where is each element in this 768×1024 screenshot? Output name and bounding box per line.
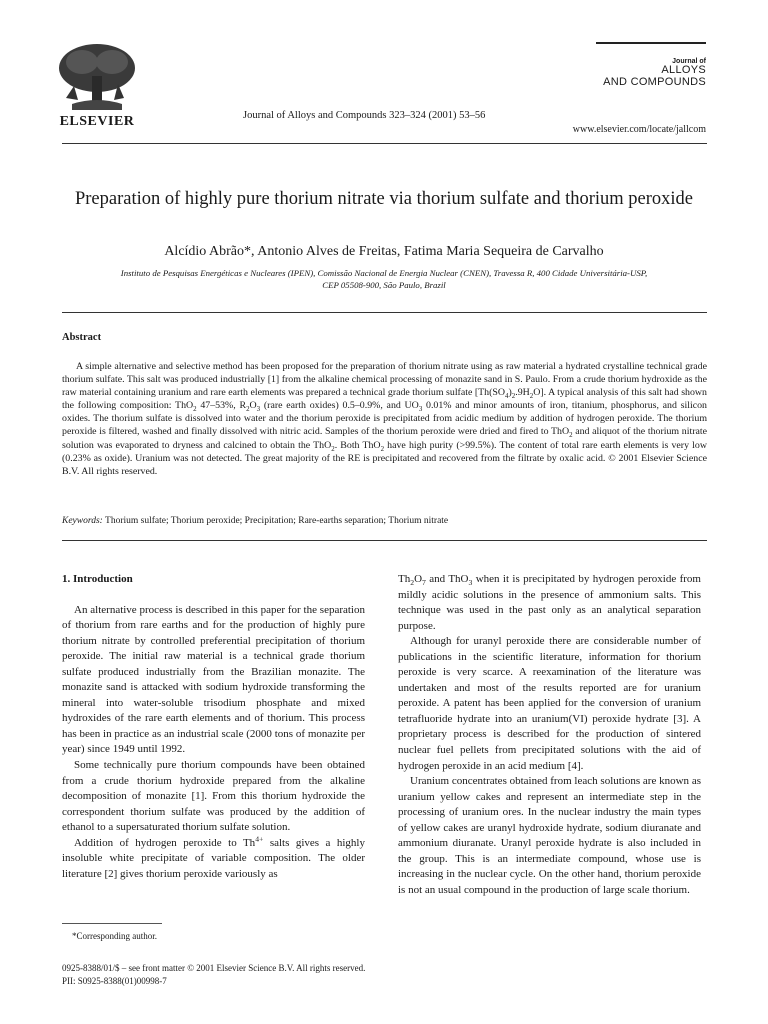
keywords-list: Thorium sulfate; Thorium peroxide; Precipitation; Rare-earths separation; Thorium nitrate — [102, 516, 449, 526]
paragraph-continued: $Th_2O_7$ and ThO$_3$ when it is precipitated by hydrogen peroxide from mildly acidic solutions in the presence of ammonium salts. This technique was used in the past only as an analytical separation purpose. — [398, 573, 701, 632]
paragraph: Addition of hydrogen peroxide to $Th^{4+}$ salts gives a highly insoluble white precipitate of variable composition. The older literature [2] gives thorium peroxide variously as — [62, 834, 365, 880]
article-authors: Alcídio Abrão*, Antonio Alves de Freitas, Fatima Maria Sequeira de Carvalho — [164, 244, 604, 259]
journal-name: Journal of ALLOYS AND COMPOUNDS — [603, 58, 706, 88]
elsevier-logo — [52, 40, 142, 130]
paragraph: Some technically pure thorium compounds have been obtained from a crude thorium hydroxide prepared from the alkaline decomposition of monazite [1]. From this thorium hydroxide the correspondent thorium sulfate was produced by the addition of ethanol to a supersaturated thorium sulfate solution. — [62, 759, 365, 834]
footnote: *Corresponding author. — [72, 931, 157, 941]
tree-logo-icon — [52, 40, 142, 112]
pii-line: PII: S0925-8388(01)00998-7 — [62, 976, 167, 986]
section-heading-introduction: 1. Introduction — [62, 573, 133, 585]
author-affiliation: Instituto de Pesquisas Energéticas e Nucleares (IPEN), Comissão Nacional de Energia Nuclear (CNEN), Travessa R, 400 Cidade Universitária-USP, CEP 05508-900, São Paulo, Brazil — [120, 268, 648, 290]
paragraph: An alternative process is described in this paper for the separation of thorium from rare earths and for the production of highly pure thorium nitrate by controlled preferential precipitation of thorium peroxide. The initial raw material is a technical grade thorium sulfate produced industrially from the Brazilian monazite. The monazite sand is attacked with sodium hydroxide transforming the mineral into water-soluble trisodium phosphate and mixed hydroxides of the rare earth elements and of thorium. This process has been in practice as an industrial scale (2000 tons of monazite per year) since 1949 until 1992. — [62, 603, 365, 756]
publisher-name: ELSEVIER — [59, 114, 135, 129]
journal-url[interactable]: www.elsevier.com/locate/jallcom — [572, 124, 706, 135]
page-footer — [62, 962, 365, 988]
journal-citation: Journal of Alloys and Compounds 323–324 (2001) 53–56 — [243, 110, 486, 121]
copyright-line: 0925-8388/01/$ – see front matter © 2001 Elsevier Science B.V. All rights reserved. — [62, 963, 366, 973]
journal-title-block — [596, 42, 706, 88]
journal-rule — [596, 42, 706, 44]
paragraph: Uranium concentrates obtained from leach solutions are known as uranium yellow cakes and represent an intermediate step in the processing of uranium ores. In the nuclear industry the main types of yellow cakes are uranyl hydroxide hydrate, sodium diuranate and ammonium diuranate. Uranyl peroxide hydrate is also included in the group. This is an intermediate compound, whose use is increasing in the nuclear cycle. On the other hand, thorium peroxide is not an usual compound in the production of large scale thorium. — [398, 775, 701, 896]
paragraph: Although for uranyl peroxide there are considerable number of publications in the scientific literature, information for thorium peroxide is very scarce. A reexamination of the literature was undertaken and most of the results reported are for uranium peroxide. A patent has been applied for the conversion of uranium tetrafluoride hydrate into an uranium(VI) peroxide hydrate [3]. A proprietary process is described for the production of sintered nuclear fuel pellets from precipitated solutions with the aid of hydrogen peroxide in an acid medium [4]. — [398, 635, 701, 772]
footnote-rule — [62, 923, 162, 924]
keywords — [62, 516, 707, 526]
abstract-heading: Abstract — [62, 332, 102, 343]
article-title: Preparation of highly pure thorium nitrate via thorium sulfate and thorium peroxide — [74, 189, 694, 209]
header-divider — [62, 143, 707, 144]
body-column-right — [398, 572, 701, 898]
keywords-divider — [62, 540, 707, 541]
body-column-left — [62, 572, 365, 882]
keywords-label: Keywords: — [62, 516, 103, 526]
abstract-divider — [62, 312, 707, 313]
abstract-text: A simple alternative and selective method has been proposed for the preparation of thorium nitrate using as raw material a hydrated crystalline technical grade thorium sulfate. This salt was produced industrially [1] from the alkaline chemical processing of monazite sand in S. Paulo. From a crude thorium hydroxide as the raw material containing uranium and rare earth elements was prepared a technical grade thorium sulfate $[Th(SO_4)_2.9H_2O]$. A typical analysis of this salt had shown the following composition: ThO$_2$ 47–53%, $R_2O_3$ (rare earth oxides) 0.5–0.9%, and $UO_3$ 0.01% and minor amounts of iron, titanium, phosphorus, and silicon oxides. The thorium sulfate is dissolved into water and the thorium peroxide is precipitated from acidic medium by addition of hydrogen peroxide. The thorium peroxide is filtered, washed and finally dissolved with nitric acid. Samples of the thorium peroxide were dried and fired to ThO$_2$ and aliquot of the thorium nitrate solution was evaporated to dryness and calcined to obtain the ThO$_2$. Both ThO$_2$ have high purity (>99.5%). The content of total rare earth elements is very low (0.23% as oxide). Uranium was not detected. The great majority of the RE is precipitated and recovered from the filtrate by oxalic acid. © 2001 Elsevier Science B.V. All rights reserved. — [62, 361, 707, 477]
